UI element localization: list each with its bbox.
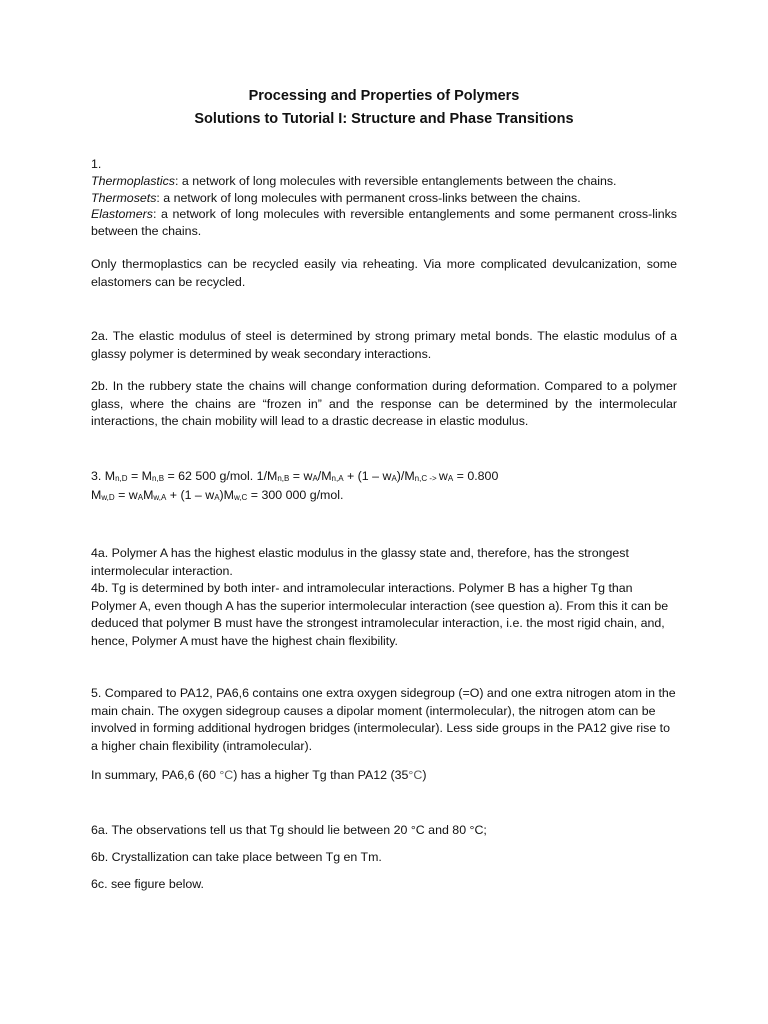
- q3-answer: [91, 468, 677, 505]
- q1-number: 1.: [91, 157, 102, 171]
- def-thermosets: : a network of long molecules with permanent cross-links between the chains.: [156, 190, 581, 205]
- term-thermoplastics: Thermoplastics: [91, 174, 176, 188]
- q1-elastomers: [91, 206, 677, 239]
- q4-answer: [91, 545, 677, 650]
- q5-summary: In summary, PA6,6 (60 °C) has a higher Tg than PA12 (35°C): [91, 768, 427, 782]
- q6b-answer: 6b. Crystallization can take place between Tg en Tm.: [91, 850, 382, 864]
- def-thermoplastics: : a network of long molecules with reversible entanglements between the chains.: [175, 174, 617, 188]
- q4b-answer: 4b. Tg is determined by both inter- and intramolecular interactions. Polymer B has a higher Tg than Polymer A, even though A has the superior intermolecular interaction (see question a). From this it can be deduced that polymer B must have the strongest intramolecular interaction, i.e. the most rigid chain, and, hence, Polymer A must have the highest chain flexibility.: [91, 581, 669, 648]
- def-elastomers: : a network of long molecules with reversible entanglements and some permanent cross-links between the chains.: [91, 207, 677, 238]
- q1-thermoplastics: [91, 173, 677, 190]
- q3-line-1: 3. $M_{n,D} = M_{n,B} = 62$ 500 g/mol. $1/M_{n,B} = w_A/M_{n,A} + (1 - w_A)/M_{n,C ->}$ $w_A = 0.800$: [91, 469, 499, 483]
- q5-answer: 5. Compared to PA12, PA6,6 contains one extra oxygen sidegroup (=O) and one extra nitrogen atom in the main chain. The oxygen sidegroup causes a dipolar moment (intermolecular), the nitrogen atom can be involved in forming additional hydrogen bridges (intermolecular). Less side groups in the PA12 give rise to a higher chain flexibility (intramolecular).: [91, 686, 676, 753]
- term-elastomers: Elastomers: [91, 207, 153, 221]
- term-thermosets: Thermosets: [91, 190, 157, 205]
- document-subtitle: Solutions to Tutorial I: Structure and Phase Transitions: [194, 111, 574, 127]
- q1-definitions: [91, 173, 677, 239]
- q6c-answer: 6c. see figure below.: [91, 877, 204, 891]
- q2a-answer: 2a. The elastic modulus of steel is determined by strong primary metal bonds. The elastic modulus of a glassy polymer is determined by weak secondary interactions.: [91, 329, 677, 361]
- q3-line-2: $M_{w,D} = w_AM_{w,A} + (1 - w_A)M_{w,C} = 300$ 000 g/mol.: [91, 487, 344, 502]
- q4a-answer: 4a. Polymer A has the highest elastic modulus in the glassy state and, therefore, has the strongest intermolecular interaction.: [91, 546, 629, 578]
- q1-thermosets: [91, 190, 677, 207]
- q2b-answer: 2b. In the rubbery state the chains will change conformation during deformation. Compared to a polymer glass, where the chains are “frozen in” and the response can be determined by the intermolecular interactions, the chain mobility will lead to a drastic decrease in elastic modulus.: [91, 379, 677, 428]
- q1-recycling: Only thermoplastics can be recycled easily via reheating. Via more complicated devulcanization, some elastomers can be recycled.: [91, 257, 677, 289]
- document-title: Processing and Properties of Polymers: [248, 88, 520, 104]
- q6a-answer: 6a. The observations tell us that Tg should lie between 20 °C and 80 °C;: [91, 823, 487, 837]
